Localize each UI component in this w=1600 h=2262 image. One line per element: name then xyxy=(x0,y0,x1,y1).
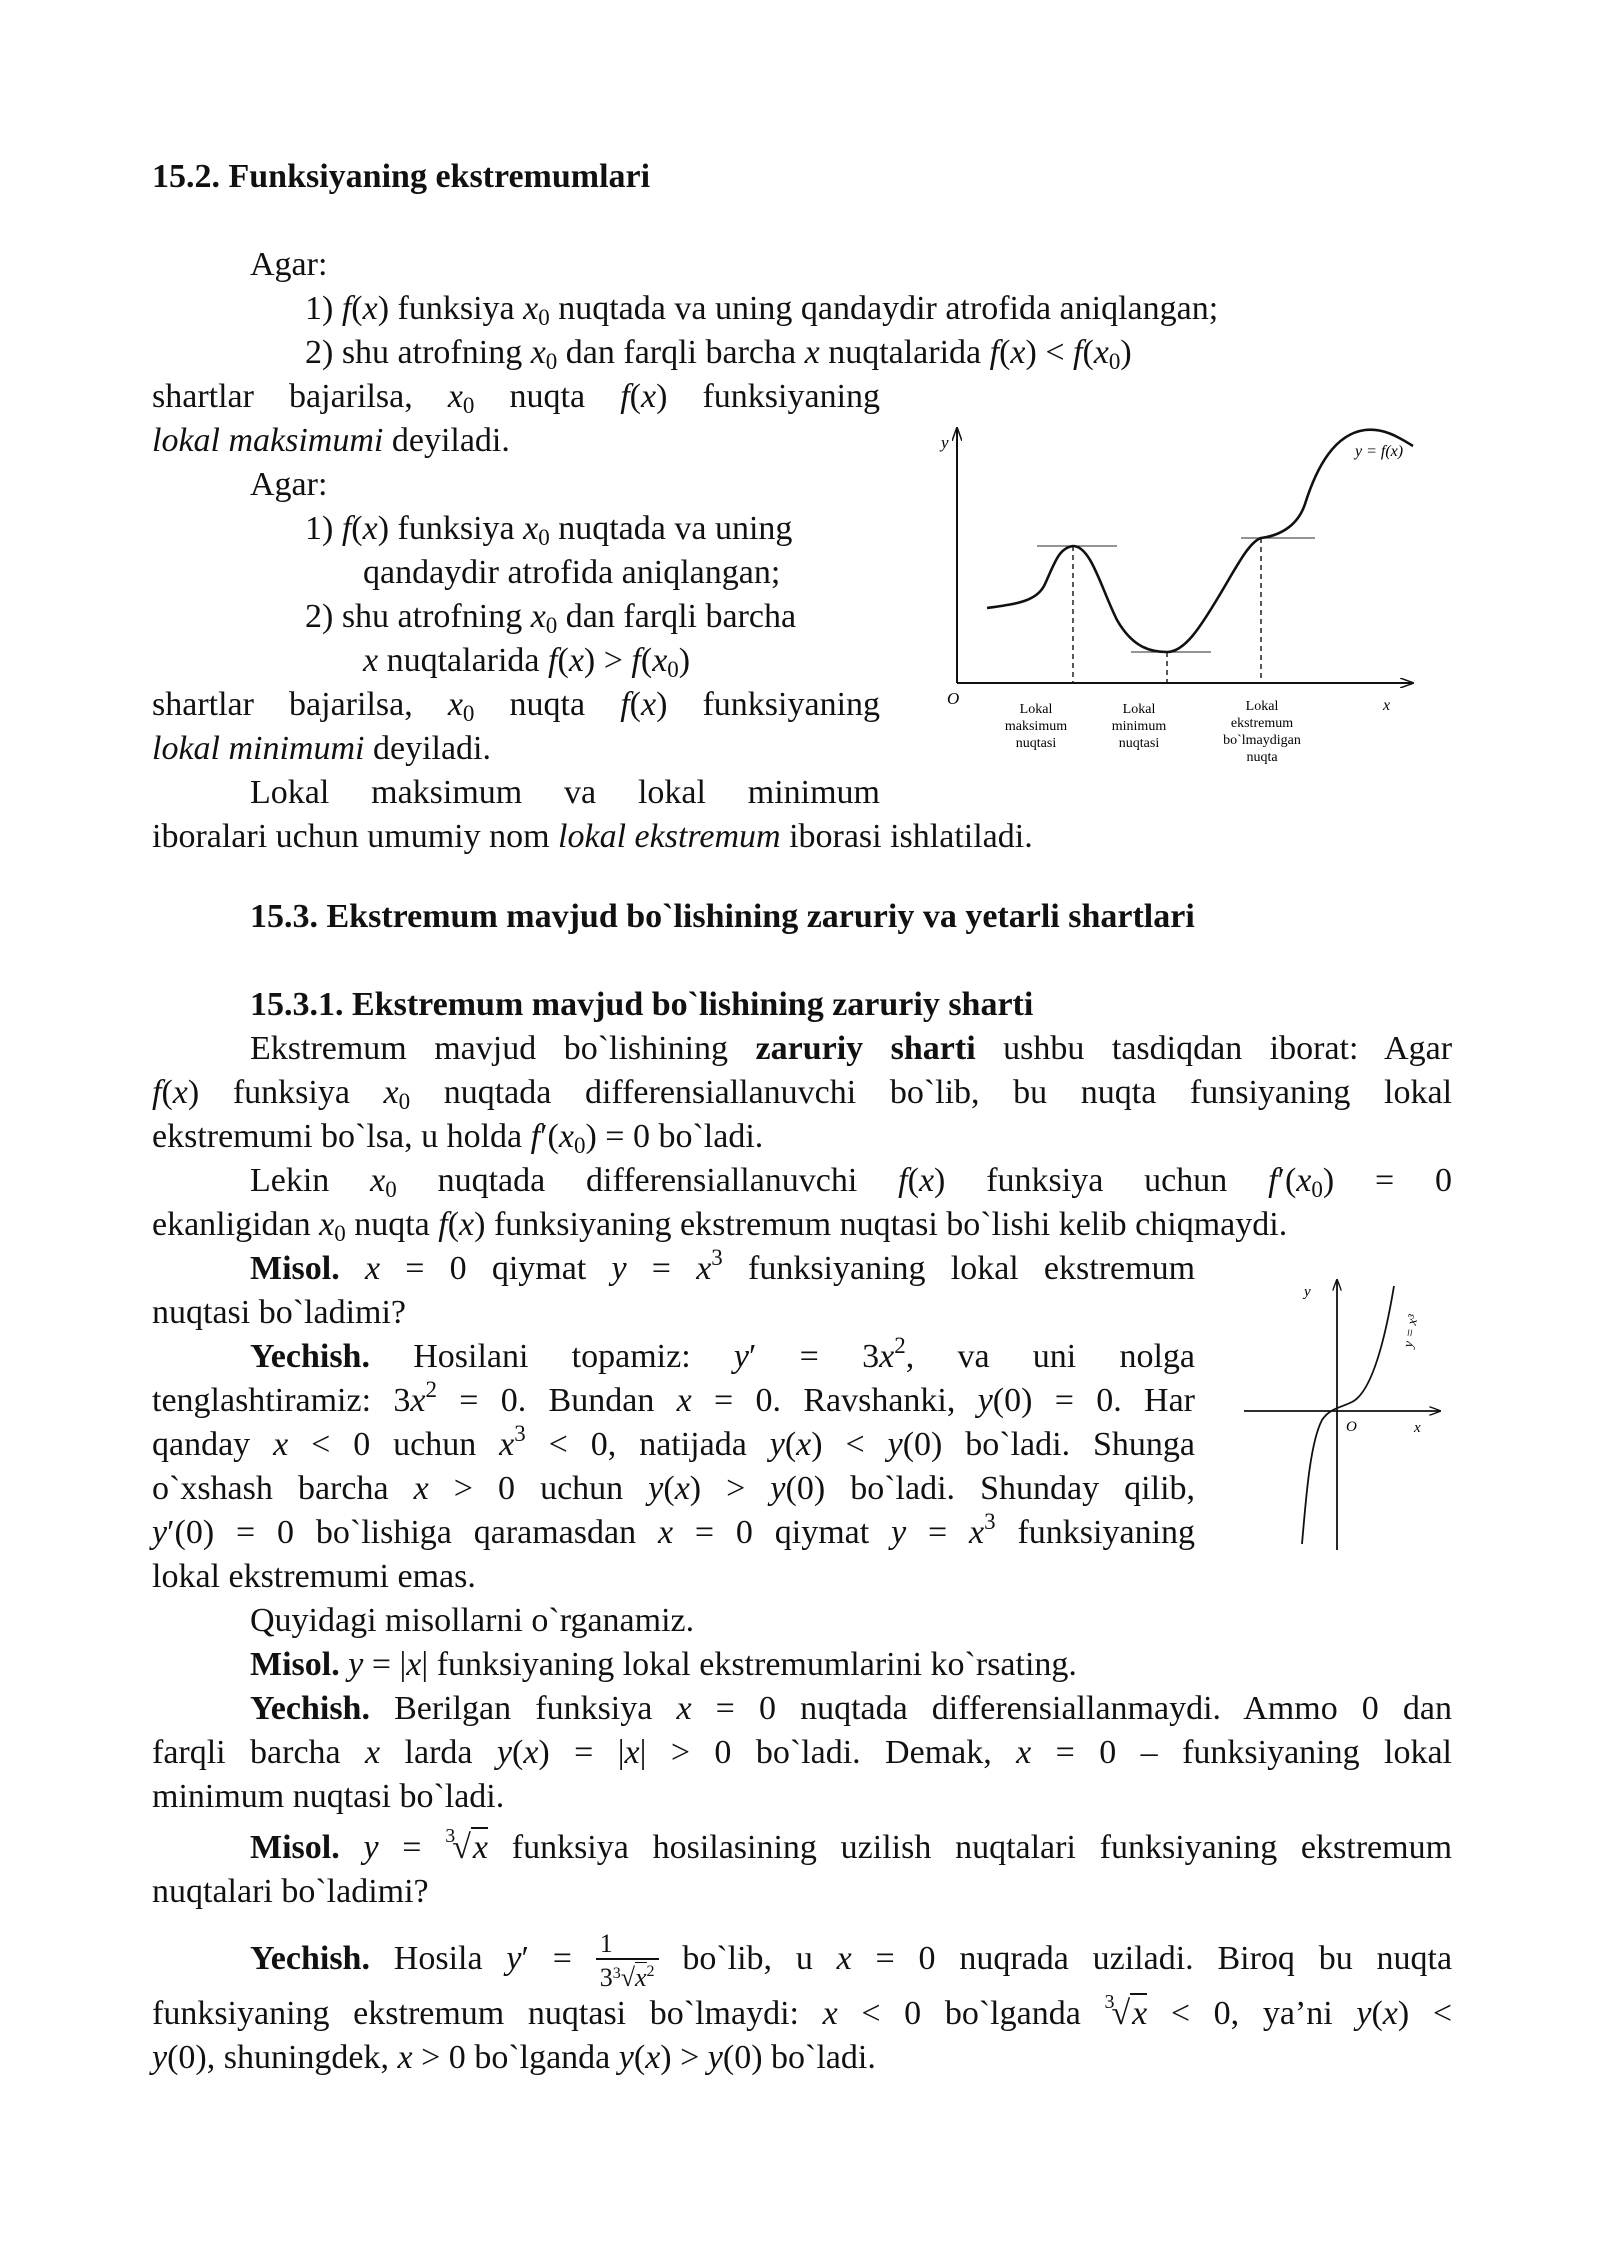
text-ex3-sol-3: y(0), shuningdek, x > 0 bo`lganda y(x) > y(0) bo`ladi. xyxy=(152,2039,876,2076)
text-ex3-sol-2: funksiyaning ekstremum nuqtasi bo`lmaydi: x < 0 bo`lganda $^3$√x < 0, ya’ni y(x) < xyxy=(152,1991,1453,2032)
text-lekin-2: ekanligidan $x_0$ nuqta f(x) funksiyaning ekstremum nuqtasi bo`lishi kelib chiqmaydi. xyxy=(152,1206,1288,1246)
label-max-line3: nuqtasi xyxy=(1015,736,1057,751)
text-quyidagi: Quyidagi misollarni o`rganamiz. xyxy=(250,1602,695,1639)
figure-local-extrema xyxy=(905,408,1425,788)
curve-label: y = f(x) xyxy=(1355,443,1404,460)
text-min-cond-1: 1) f(x) funksiya $x_0$ nuqtada va uning xyxy=(305,510,793,550)
text-lekin-1: Lekin $x_0$ nuqtada differensiallanuvchi f(x) funksiya uchun $f'(x_0) = 0$ xyxy=(250,1162,1453,1202)
cubic-curve-label: y = x³ xyxy=(1401,1313,1422,1349)
text-ex1-sol-5: y′(0) = 0 bo`lishiga qaramasdan x = 0 qiymat $y = x^3$ funksiyaning xyxy=(152,1509,1196,1551)
text-zaruriy-2: f(x) funksiya $x_0$ nuqtada differensiallanuvchi bo`lib, bu nuqta funsiyaning lokal xyxy=(152,1074,1453,1114)
label-max-line2: maksimum xyxy=(1004,719,1068,734)
text-ex1-sol-3: qanday x < 0 uchun $x^3 < 0$, natijada y(x) < y(0) bo`ladi. Shunga xyxy=(152,1421,1195,1463)
label-min-line1: Lokal xyxy=(1122,702,1156,717)
label-non-line2: ekstremum xyxy=(1230,716,1294,731)
label-max-line1: Lokal xyxy=(1019,702,1053,717)
text-min-cond-2: 2) shu atrofning $x_0$ dan farqli barcha xyxy=(305,598,797,638)
text-ex2-sol-1: Yechish. Berilgan funksiya x = 0 nuqtada differensiallanmaydi. Ammo 0 dan xyxy=(250,1690,1452,1727)
section-title-15-3: 15.3. Ekstremum mavjud bo`lishining zaruriy va yetarli shartlari xyxy=(250,898,1195,935)
label-non-line4: nuqta xyxy=(1246,750,1278,765)
text-min-cond-2b: x nuqtalarida $f(x) > f(x_0)$ xyxy=(363,642,691,682)
cubic-y-label: y xyxy=(1304,1284,1311,1300)
text-max-cond-2: 2) shu atrofning $x_0$ dan farqli barcha x nuqtalarida $f(x) < f(x_0)$ xyxy=(305,334,1132,374)
section-title-15-3-1: 15.3.1. Ekstremum mavjud bo`lishining zaruriy sharti xyxy=(250,986,1034,1023)
label-min-line2: minimum xyxy=(1111,719,1167,734)
derivative-fraction: $\frac{1}{3^3√x^2}$ xyxy=(596,1930,659,1992)
text-ex1-sol-6: lokal ekstremumi emas. xyxy=(152,1558,476,1595)
cubic-x-label: x xyxy=(1414,1420,1421,1436)
origin-label: O xyxy=(947,689,960,708)
text-min-cond-1b: qandaydir atrofida aniqlangan; xyxy=(363,554,781,591)
text-max-cond-1: 1) f(x) funksiya $x_0$ nuqtada va uning qandaydir atrofida aniqlangan; xyxy=(305,290,1219,330)
function-curve xyxy=(987,430,1413,652)
text-lokal-maks-min: Lokal maksimum va lokal minimum xyxy=(250,774,880,811)
text-zaruriy-1: Ekstremum mavjud bo`lishining zaruriy sharti ushbu tasdiqdan iborat: Agar xyxy=(250,1030,1453,1067)
text-ex3-question-2: nuqtalari bo`ladimi? xyxy=(152,1873,429,1910)
label-non-line3: bo`lmaydigan xyxy=(1223,733,1301,748)
text-ex1-question-1: Misol. x = 0 qiymat $y = x^3$ funksiyaning lokal ekstremum xyxy=(250,1245,1196,1287)
text-agar-1: Agar: xyxy=(250,246,328,283)
text-ex3-sol-1: Yechish. Hosila y′ = $\frac{1}{3^3√x^2}$ bo`lib, u x = 0 nuqrada uziladi. Biroq bu nuqta xyxy=(250,1929,1453,1992)
text-min-shartlar: shartlar bajarilsa, $x_0$ nuqta f(x) funksiyaning xyxy=(152,686,881,726)
text-lokal-ekstremum: iboralari uchun umumiy nom lokal ekstremum iborasi ishlatiladi. xyxy=(152,818,1033,855)
x-axis-label: x xyxy=(1383,697,1391,714)
text-ex1-question-2: nuqtasi bo`ladimi? xyxy=(152,1294,407,1331)
text-lokal-minimumi: lokal minimumi deyiladi. xyxy=(152,730,492,767)
text-ex2-question: Misol. y = |x| funksiyaning lokal ekstremumlarini ko`rsating. xyxy=(250,1646,1077,1683)
text-ex2-sol-3: minimum nuqtasi bo`ladi. xyxy=(152,1778,505,1815)
text-ex1-sol-1: Yechish. Hosilani topamiz: $y' = 3x^2$, va uni nolga xyxy=(250,1333,1196,1375)
text-lokal-maksimumi: lokal maksimumi deyiladi. xyxy=(152,422,510,459)
text-ex3-question: Misol. y = $^3$√x funksiya hosilasining uzilish nuqtalari funksiyaning ekstremum xyxy=(250,1825,1453,1866)
text-agar-2: Agar: xyxy=(250,466,328,503)
text-ex1-sol-4: o`xshash barcha x > 0 uchun y(x) > y(0) bo`ladi. Shunday qilib, xyxy=(152,1470,1196,1507)
cubic-curve xyxy=(1302,1286,1394,1544)
cubic-origin-label: O xyxy=(1346,1419,1357,1435)
section-title-15-2: 15.2. Funksiyaning ekstremumlari xyxy=(152,158,651,195)
text-ex2-sol-2: farqli barcha x larda y(x) = |x| > 0 bo`ladi. Demak, x = 0 – funksiyaning lokal xyxy=(152,1734,1452,1771)
label-min-line3: nuqtasi xyxy=(1118,736,1160,751)
figure-cubic xyxy=(1232,1268,1462,1558)
text-max-shartlar: shartlar bajarilsa, $x_0$ nuqta f(x) funksiyaning xyxy=(152,378,881,418)
y-axis-label: y xyxy=(941,433,949,452)
text-ex1-sol-2: tenglashtiramiz: $3x^2 = 0$. Bundan x = 0. Ravshanki, y(0) = 0. Har xyxy=(152,1377,1195,1419)
text-zaruriy-3: ekstremumi bo`lsa, u holda $f'(x_0) = 0$ bo`ladi. xyxy=(152,1118,764,1158)
label-non-line1: Lokal xyxy=(1245,699,1279,714)
